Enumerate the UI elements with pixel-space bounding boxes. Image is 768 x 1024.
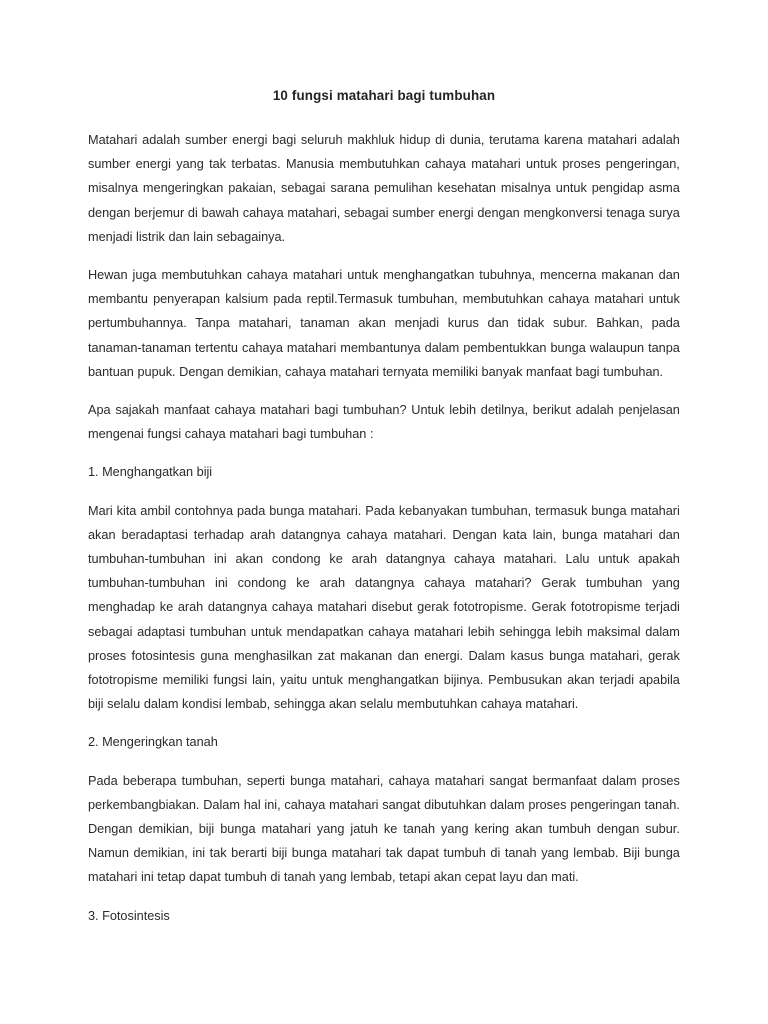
page-title: 10 fungsi matahari bagi tumbuhan <box>272 88 496 103</box>
body-paragraph: Mari kita ambil contohnya pada bunga matahari. Pada kebanyakan tumbuhan, termasuk bunga matahari akan beradaptasi terhadap arah datangnya cahaya matahari. Dengan kata lain, bunga matahari dan tumbuhan-tumbuhan ini akan condong ke arah datangnya cahaya matahari. Lalu untuk apakah tumbuhan-tumbuhan ini condong ke arah datangnya cahaya matahari? Gerak tumbuhan yang menghadap ke arah datangnya cahaya matahari disebut gerak fototropisme. Gerak fototropisme terjadi sebagai adaptasi tumbuhan untuk mendapatkan cahaya matahari lebih sehingga lebih maksimal dalam proses fotosintesis guna menghasilkan zat makanan dan energi. Dalam kasus bunga matahari, gerak fototropisme memiliki fungsi lain, yaitu untuk menghangatkan bijinya. Pembusukan akan terjadi apabila biji selalu dalam kondisi lembab, sehingga akan selalu membutuhkan cahaya matahari. <box>88 502 680 712</box>
document-content <box>88 86 680 942</box>
body-paragraph: Matahari adalah sumber energi bagi seluruh makhluk hidup di dunia, terutama karena matahari adalah sumber energi yang tak terbatas. Manusia membutuhkan cahaya matahari untuk proses pengeringan, misalnya mengeringkan pakaian, sebagai sarana pemulihan kesehatan misalnya untuk pengidap asma dengan berjemur di bawah cahaya matahari, sebagai sumber energi dengan mengkonversi tenaga surya menjadi listrik dan lain sebagainya. <box>88 132 680 244</box>
body-paragraph: Pada beberapa tumbuhan, seperti bunga matahari, cahaya matahari sangat bermanfaat dalam proses perkembangbiakan. Dalam hal ini, cahaya matahari sangat dibutuhkan dalam proses pengeringan tanah. Dengan demikian, biji bunga matahari yang jatuh ke tanah yang kering akan tumbuh dengan subur. Namun demikian, ini tak berarti biji bunga matahari tak dapat tumbuh di tanah yang lembab. Biji bunga matahari ini tetap dapat tumbuh di tanah yang lembab, tetapi akan cepat layu dan mati. <box>88 772 680 885</box>
body-paragraph: Apa sajakah manfaat cahaya matahari bagi tumbuhan? Untuk lebih detilnya, berikut adalah penjelasan mengenai fungsi cahaya matahari bagi tumbuhan : <box>88 402 680 442</box>
numbered-heading-1: 1. Menghangatkan biji <box>88 464 213 480</box>
body-paragraph: Hewan juga membutuhkan cahaya matahari untuk menghangatkan tubuhnya, mencerna makanan dan membantu penyerapan kalsium pada reptil.Termasuk tumbuhan, membutuhkan cahaya matahari untuk pertumbuhannya. Tanpa matahari, tanaman akan menjadi kurus dan tidak subur. Bahkan, pada tanaman-tanaman tertentu cahaya matahari membantunya dalam pembentukkan bunga walaupun tanpa bantuan pupuk. Dengan demikian, cahaya matahari ternyata memiliki banyak manfaat bagi tumbuhan. <box>88 267 680 379</box>
numbered-heading-3: 3. Fotosintesis <box>88 907 170 923</box>
numbered-heading-2: 2. Mengeringkan tanah <box>88 734 218 750</box>
